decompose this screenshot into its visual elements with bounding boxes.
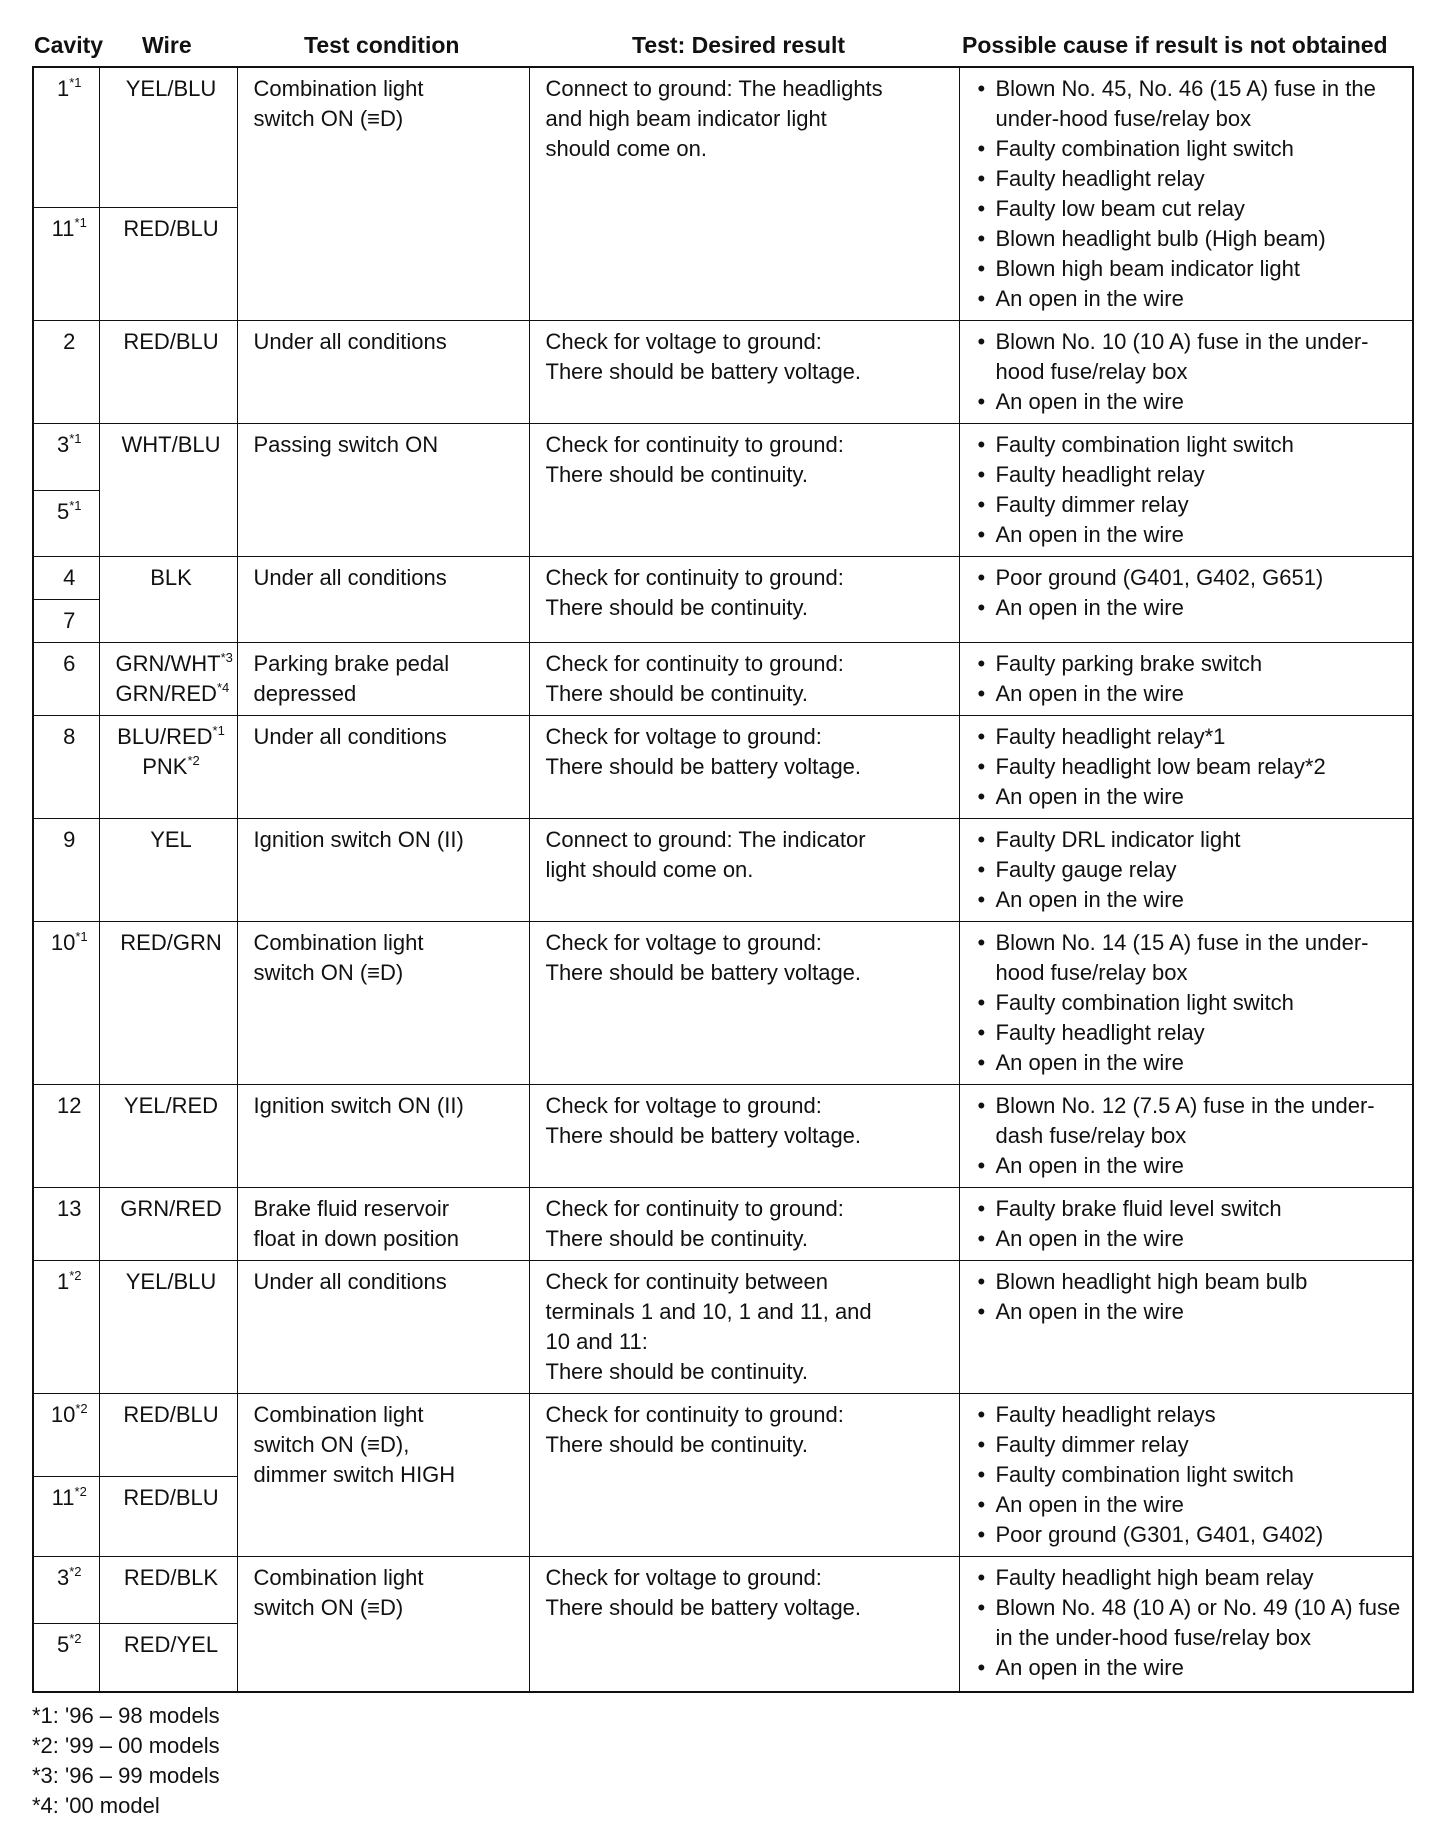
condition-line: Brake fluid reservoir [253, 1196, 450, 1221]
cause-item: • Faulty combination light switch [976, 134, 1403, 164]
cause-item: • Faulty dimmer relay [976, 1430, 1403, 1460]
wire-line [115, 649, 233, 679]
cavity-text: 11 [51, 216, 75, 242]
condition-line: Under all conditions [253, 724, 447, 749]
cause-list [976, 1267, 1403, 1327]
wire-cell: YEL/BLU [99, 67, 237, 208]
test-condition-cell [237, 922, 529, 1085]
wire-cell: RED/BLU [99, 1394, 237, 1477]
possible-cause-cell [959, 1188, 1413, 1261]
result-line: Check for voltage to ground: [545, 930, 822, 955]
condition-line: dimmer switch HIGH [253, 1462, 456, 1487]
cause-item: • An open in the wire [976, 284, 1403, 314]
desired-result-cell [529, 424, 959, 557]
cavity-note: *2 [69, 1631, 82, 1646]
cause-item: • Poor ground (G301, G401, G402) [976, 1520, 1403, 1550]
wire-cell: YEL [99, 819, 237, 922]
condition-line: Ignition switch ON (II) [253, 827, 464, 852]
desired-result-cell [529, 922, 959, 1085]
result-line: Check for voltage to ground: [545, 724, 822, 749]
desired-result-cell [529, 1557, 959, 1692]
table-row [33, 67, 1413, 208]
condition-line: switch ON (≡D) [253, 106, 404, 131]
header-cavity: Cavity [34, 32, 104, 58]
condition-line: Combination light [253, 930, 424, 955]
wire-cell: RED/BLU [99, 1476, 237, 1556]
table-row [33, 1085, 1413, 1188]
possible-cause-cell [959, 557, 1413, 643]
cavity-text: 6 [63, 651, 76, 676]
cause-item: • Faulty headlight relay [976, 460, 1403, 490]
cavity-note: *2 [75, 1401, 88, 1416]
result-line: should come on. [545, 136, 707, 161]
result-line: and high beam indicator light [545, 106, 827, 131]
result-line: Check for continuity to ground: [545, 1196, 844, 1221]
cavity-text: 5 [56, 1632, 70, 1657]
cavity-text: 2 [63, 329, 76, 354]
cause-item: • An open in the wire [976, 1490, 1403, 1520]
cause-item: • An open in the wire [976, 1297, 1403, 1327]
wire-text: GRN/RED [115, 681, 217, 706]
wire-note: *2 [187, 753, 200, 768]
table-row [33, 1394, 1413, 1477]
table-row [33, 424, 1413, 491]
result-line: There should be continuity. [545, 681, 809, 706]
cavity-cell [33, 922, 99, 1085]
wire-cell: RED/YEL [99, 1624, 237, 1692]
wire-cell: YEL/RED [99, 1085, 237, 1188]
wire-note: *1 [212, 723, 225, 738]
cavity-text: 12 [57, 1093, 82, 1118]
cause-item: • Faulty low beam cut relay [976, 194, 1403, 224]
cause-item: • Blown No. 12 (7.5 A) fuse in the under-dash fuse/relay box [976, 1091, 1403, 1151]
footnote-line: *4: '00 model [32, 1792, 160, 1818]
possible-cause-cell [959, 67, 1413, 321]
possible-cause-cell [959, 1261, 1413, 1394]
cavity-cell [33, 1624, 99, 1692]
wire-line [115, 679, 230, 709]
test-condition-cell [237, 67, 529, 321]
wire-text: GRN/WHT [115, 651, 221, 676]
condition-line: switch ON (≡D) [253, 1595, 404, 1620]
test-condition-cell [237, 643, 529, 716]
cavity-text: 3 [56, 432, 70, 457]
wire-cell: BLK [99, 557, 237, 643]
cavity-note: *1 [69, 75, 82, 90]
test-condition-cell [237, 1557, 529, 1692]
result-line: Check for voltage to ground: [545, 1093, 822, 1118]
cause-list [976, 74, 1403, 314]
result-line: Check for voltage to ground: [545, 1565, 822, 1590]
table-row [33, 321, 1413, 424]
desired-result-cell [529, 1188, 959, 1261]
cause-list [976, 722, 1403, 812]
desired-result-cell [529, 1261, 959, 1394]
cavity-cell [33, 491, 99, 557]
cause-list [976, 563, 1403, 623]
cavity-text: 13 [57, 1196, 82, 1221]
test-condition-cell [237, 819, 529, 922]
cavity-cell [33, 643, 99, 716]
test-condition-cell [237, 1261, 529, 1394]
condition-line: Combination light [253, 1565, 424, 1590]
cavity-note: *2 [69, 1564, 82, 1579]
result-line: Check for continuity to ground: [545, 1402, 844, 1427]
result-line: Check for continuity between [545, 1269, 828, 1294]
wire-cell: RED/BLU [99, 321, 237, 424]
wire-cell: RED/BLK [99, 1557, 237, 1624]
desired-result-cell [529, 1085, 959, 1188]
desired-result-cell [529, 1394, 959, 1557]
result-line: There should be continuity. [545, 595, 809, 620]
cause-item: • Faulty headlight low beam relay*2 [976, 752, 1403, 782]
cause-item: • Blown headlight high beam bulb [976, 1267, 1403, 1297]
wire-cell: RED/BLU [99, 208, 237, 321]
result-line: 10 and 11: [545, 1329, 648, 1354]
test-condition-cell [237, 716, 529, 819]
header-possible-cause: Possible cause if result is not obtained [962, 32, 1388, 58]
cause-item: • An open in the wire [976, 520, 1403, 550]
cavity-text: 3 [56, 1565, 70, 1590]
cause-item: • Faulty combination light switch [976, 1460, 1403, 1490]
cause-list [976, 1091, 1403, 1181]
footnote-line: *2: '99 – 00 models [32, 1732, 220, 1758]
result-line: There should be battery voltage. [545, 359, 862, 384]
condition-line: Combination light [253, 76, 424, 101]
possible-cause-cell [959, 321, 1413, 424]
header-wire: Wire [142, 32, 192, 58]
wire-note: *3 [220, 650, 233, 665]
wire-cell: RED/GRN [99, 922, 237, 1085]
table-row [33, 716, 1413, 819]
result-line: Connect to ground: The headlights [545, 76, 883, 101]
result-line: There should be continuity. [545, 1226, 809, 1251]
table-row [33, 1261, 1413, 1394]
cavity-note: *1 [69, 431, 82, 446]
wire-cell: YEL/BLU [99, 1261, 237, 1394]
wire-line [116, 722, 227, 752]
cavity-text: 11 [51, 1484, 75, 1510]
cause-item: • Faulty headlight relay [976, 1018, 1403, 1048]
cause-item: • Blown headlight bulb (High beam) [976, 224, 1403, 254]
cavity-note: *1 [74, 215, 87, 231]
condition-line: Combination light [253, 1402, 424, 1427]
wire-note: *4 [216, 680, 230, 695]
cause-list [976, 430, 1403, 550]
footnote-line: *1: '96 – 98 models [32, 1702, 220, 1728]
cause-list [976, 649, 1403, 709]
cavity-cell [33, 716, 99, 819]
cause-list [976, 928, 1403, 1078]
test-condition-cell [237, 557, 529, 643]
condition-line: Under all conditions [253, 1269, 447, 1294]
cause-item: • An open in the wire [976, 1151, 1403, 1181]
cause-list [976, 327, 1403, 417]
possible-cause-cell [959, 819, 1413, 922]
result-line: Connect to ground: The indicator [545, 827, 866, 852]
wire-text: BLU/RED [117, 724, 213, 749]
cavity-note: *2 [69, 1268, 82, 1283]
cavity-note: *1 [69, 498, 82, 514]
table-header-row [32, 24, 1412, 66]
cause-item: • Faulty headlight relays [976, 1400, 1403, 1430]
cavity-cell [33, 424, 99, 491]
cavity-cell [33, 1476, 99, 1556]
possible-cause-cell [959, 1557, 1413, 1692]
possible-cause-cell [959, 424, 1413, 557]
cause-item: • Poor ground (G401, G402, G651) [976, 563, 1403, 593]
test-condition-cell [237, 1394, 529, 1557]
result-line: light should come on. [545, 857, 754, 882]
result-line: Check for continuity to ground: [545, 651, 844, 676]
desired-result-cell [529, 819, 959, 922]
cause-item: • Faulty brake fluid level switch [976, 1194, 1403, 1224]
result-line: terminals 1 and 10, 1 and 11, and [545, 1299, 872, 1324]
test-condition-cell [237, 321, 529, 424]
cavity-cell [33, 557, 99, 600]
cause-item: • An open in the wire [976, 1048, 1403, 1078]
cause-item: • Faulty combination light switch [976, 988, 1403, 1018]
footnotes [32, 1701, 1412, 1821]
result-line: Check for voltage to ground: [545, 329, 822, 354]
condition-line: Under all conditions [253, 329, 447, 354]
condition-line: Parking brake pedal [253, 651, 450, 676]
desired-result-cell [529, 67, 959, 321]
cavity-text: 8 [63, 724, 76, 749]
cavity-note: *1 [75, 929, 88, 944]
result-line: There should be battery voltage. [545, 1595, 862, 1620]
cavity-text: 1 [56, 76, 70, 101]
cavity-text: 9 [63, 827, 76, 852]
cause-item: • An open in the wire [976, 782, 1403, 812]
cause-item: • Faulty dimmer relay [976, 490, 1403, 520]
table-row [33, 819, 1413, 922]
cause-item: • An open in the wire [976, 1653, 1403, 1683]
cavity-text: 10 [50, 1402, 76, 1427]
result-line: There should be continuity. [545, 1432, 809, 1457]
cavity-cell [33, 208, 99, 321]
cause-item: • An open in the wire [976, 885, 1403, 915]
result-line: There should be continuity. [545, 1359, 809, 1384]
possible-cause-cell [959, 716, 1413, 819]
cause-item: • Blown No. 45, No. 46 (15 A) fuse in the under-hood fuse/relay box [976, 74, 1403, 134]
header-desired-result: Test: Desired result [632, 32, 846, 58]
cause-item: • Faulty headlight high beam relay [976, 1563, 1403, 1593]
cause-item: • Blown No. 48 (10 A) or No. 49 (10 A) fuse in the under-hood fuse/relay box [976, 1593, 1403, 1653]
table-body [33, 67, 1413, 1692]
result-line: Check for continuity to ground: [545, 565, 844, 590]
cause-item: • Faulty DRL indicator light [976, 825, 1403, 855]
cause-item: • Faulty headlight relay [976, 164, 1403, 194]
cause-item: • Blown No. 10 (10 A) fuse in the under-hood fuse/relay box [976, 327, 1403, 387]
cause-item: • An open in the wire [976, 679, 1403, 709]
cause-item: • Faulty parking brake switch [976, 649, 1403, 679]
cavity-text: 4 [63, 565, 76, 590]
table-row [33, 1557, 1413, 1624]
possible-cause-cell [959, 1085, 1413, 1188]
cause-list [976, 825, 1403, 915]
desired-result-cell [529, 557, 959, 643]
condition-line: Ignition switch ON (II) [253, 1093, 464, 1118]
condition-line: Under all conditions [253, 565, 447, 590]
test-condition-cell [237, 1188, 529, 1261]
condition-line: switch ON (≡D) [253, 960, 404, 985]
cause-item: • Faulty headlight relay*1 [976, 722, 1403, 752]
cavity-cell [33, 600, 99, 643]
condition-line: depressed [253, 681, 357, 706]
test-condition-cell [237, 424, 529, 557]
cavity-text: 10 [50, 930, 76, 955]
cause-list [976, 1194, 1403, 1254]
table-row [33, 643, 1413, 716]
result-line: There should be battery voltage. [545, 1123, 862, 1148]
cause-item: • Blown No. 14 (15 A) fuse in the under-hood fuse/relay box [976, 928, 1403, 988]
connector-test-document [32, 24, 1412, 1821]
possible-cause-cell [959, 643, 1413, 716]
desired-result-cell [529, 643, 959, 716]
cause-list [976, 1563, 1403, 1683]
cavity-cell [33, 819, 99, 922]
cavity-cell [33, 321, 99, 424]
cavity-text: 1 [56, 1269, 70, 1294]
result-line: Check for continuity to ground: [545, 432, 844, 457]
wire-cell: WHT/BLU [99, 424, 237, 557]
cause-item: • An open in the wire [976, 593, 1403, 623]
wire-cell [99, 716, 237, 819]
cause-item: • Blown high beam indicator light [976, 254, 1403, 284]
cause-item: • An open in the wire [976, 387, 1403, 417]
possible-cause-cell [959, 922, 1413, 1085]
cavity-text: 5 [56, 499, 70, 525]
cavity-cell [33, 1085, 99, 1188]
table-row [33, 922, 1413, 1085]
desired-result-cell [529, 321, 959, 424]
cause-item: • Faulty gauge relay [976, 855, 1403, 885]
wire-cell [99, 643, 237, 716]
header-test-condition: Test condition [304, 32, 460, 58]
test-condition-cell [237, 1085, 529, 1188]
table-row [33, 557, 1413, 600]
cause-item: • Faulty combination light switch [976, 430, 1403, 460]
cavity-cell [33, 1394, 99, 1477]
result-line: There should be battery voltage. [545, 960, 862, 985]
wire-cell: GRN/RED [99, 1188, 237, 1261]
condition-line: float in down position [253, 1226, 459, 1251]
condition-line: Passing switch ON [253, 432, 439, 457]
possible-cause-cell [959, 1394, 1413, 1557]
footnote-line: *3: '96 – 99 models [32, 1762, 220, 1788]
connector-test-table [32, 66, 1414, 1693]
wire-text: PNK [142, 754, 188, 779]
cavity-text: 7 [63, 608, 76, 633]
cavity-cell [33, 1188, 99, 1261]
cavity-cell [33, 1261, 99, 1394]
result-line: There should be continuity. [545, 462, 809, 487]
cavity-cell [33, 1557, 99, 1624]
cavity-note: *2 [74, 1483, 87, 1499]
table-row [33, 1188, 1413, 1261]
cause-list [976, 1400, 1403, 1550]
result-line: There should be battery voltage. [545, 754, 862, 779]
condition-line: switch ON (≡D), [253, 1432, 410, 1457]
desired-result-cell [529, 716, 959, 819]
cause-item: • An open in the wire [976, 1224, 1403, 1254]
wire-line [116, 752, 227, 782]
cavity-cell [33, 67, 99, 208]
